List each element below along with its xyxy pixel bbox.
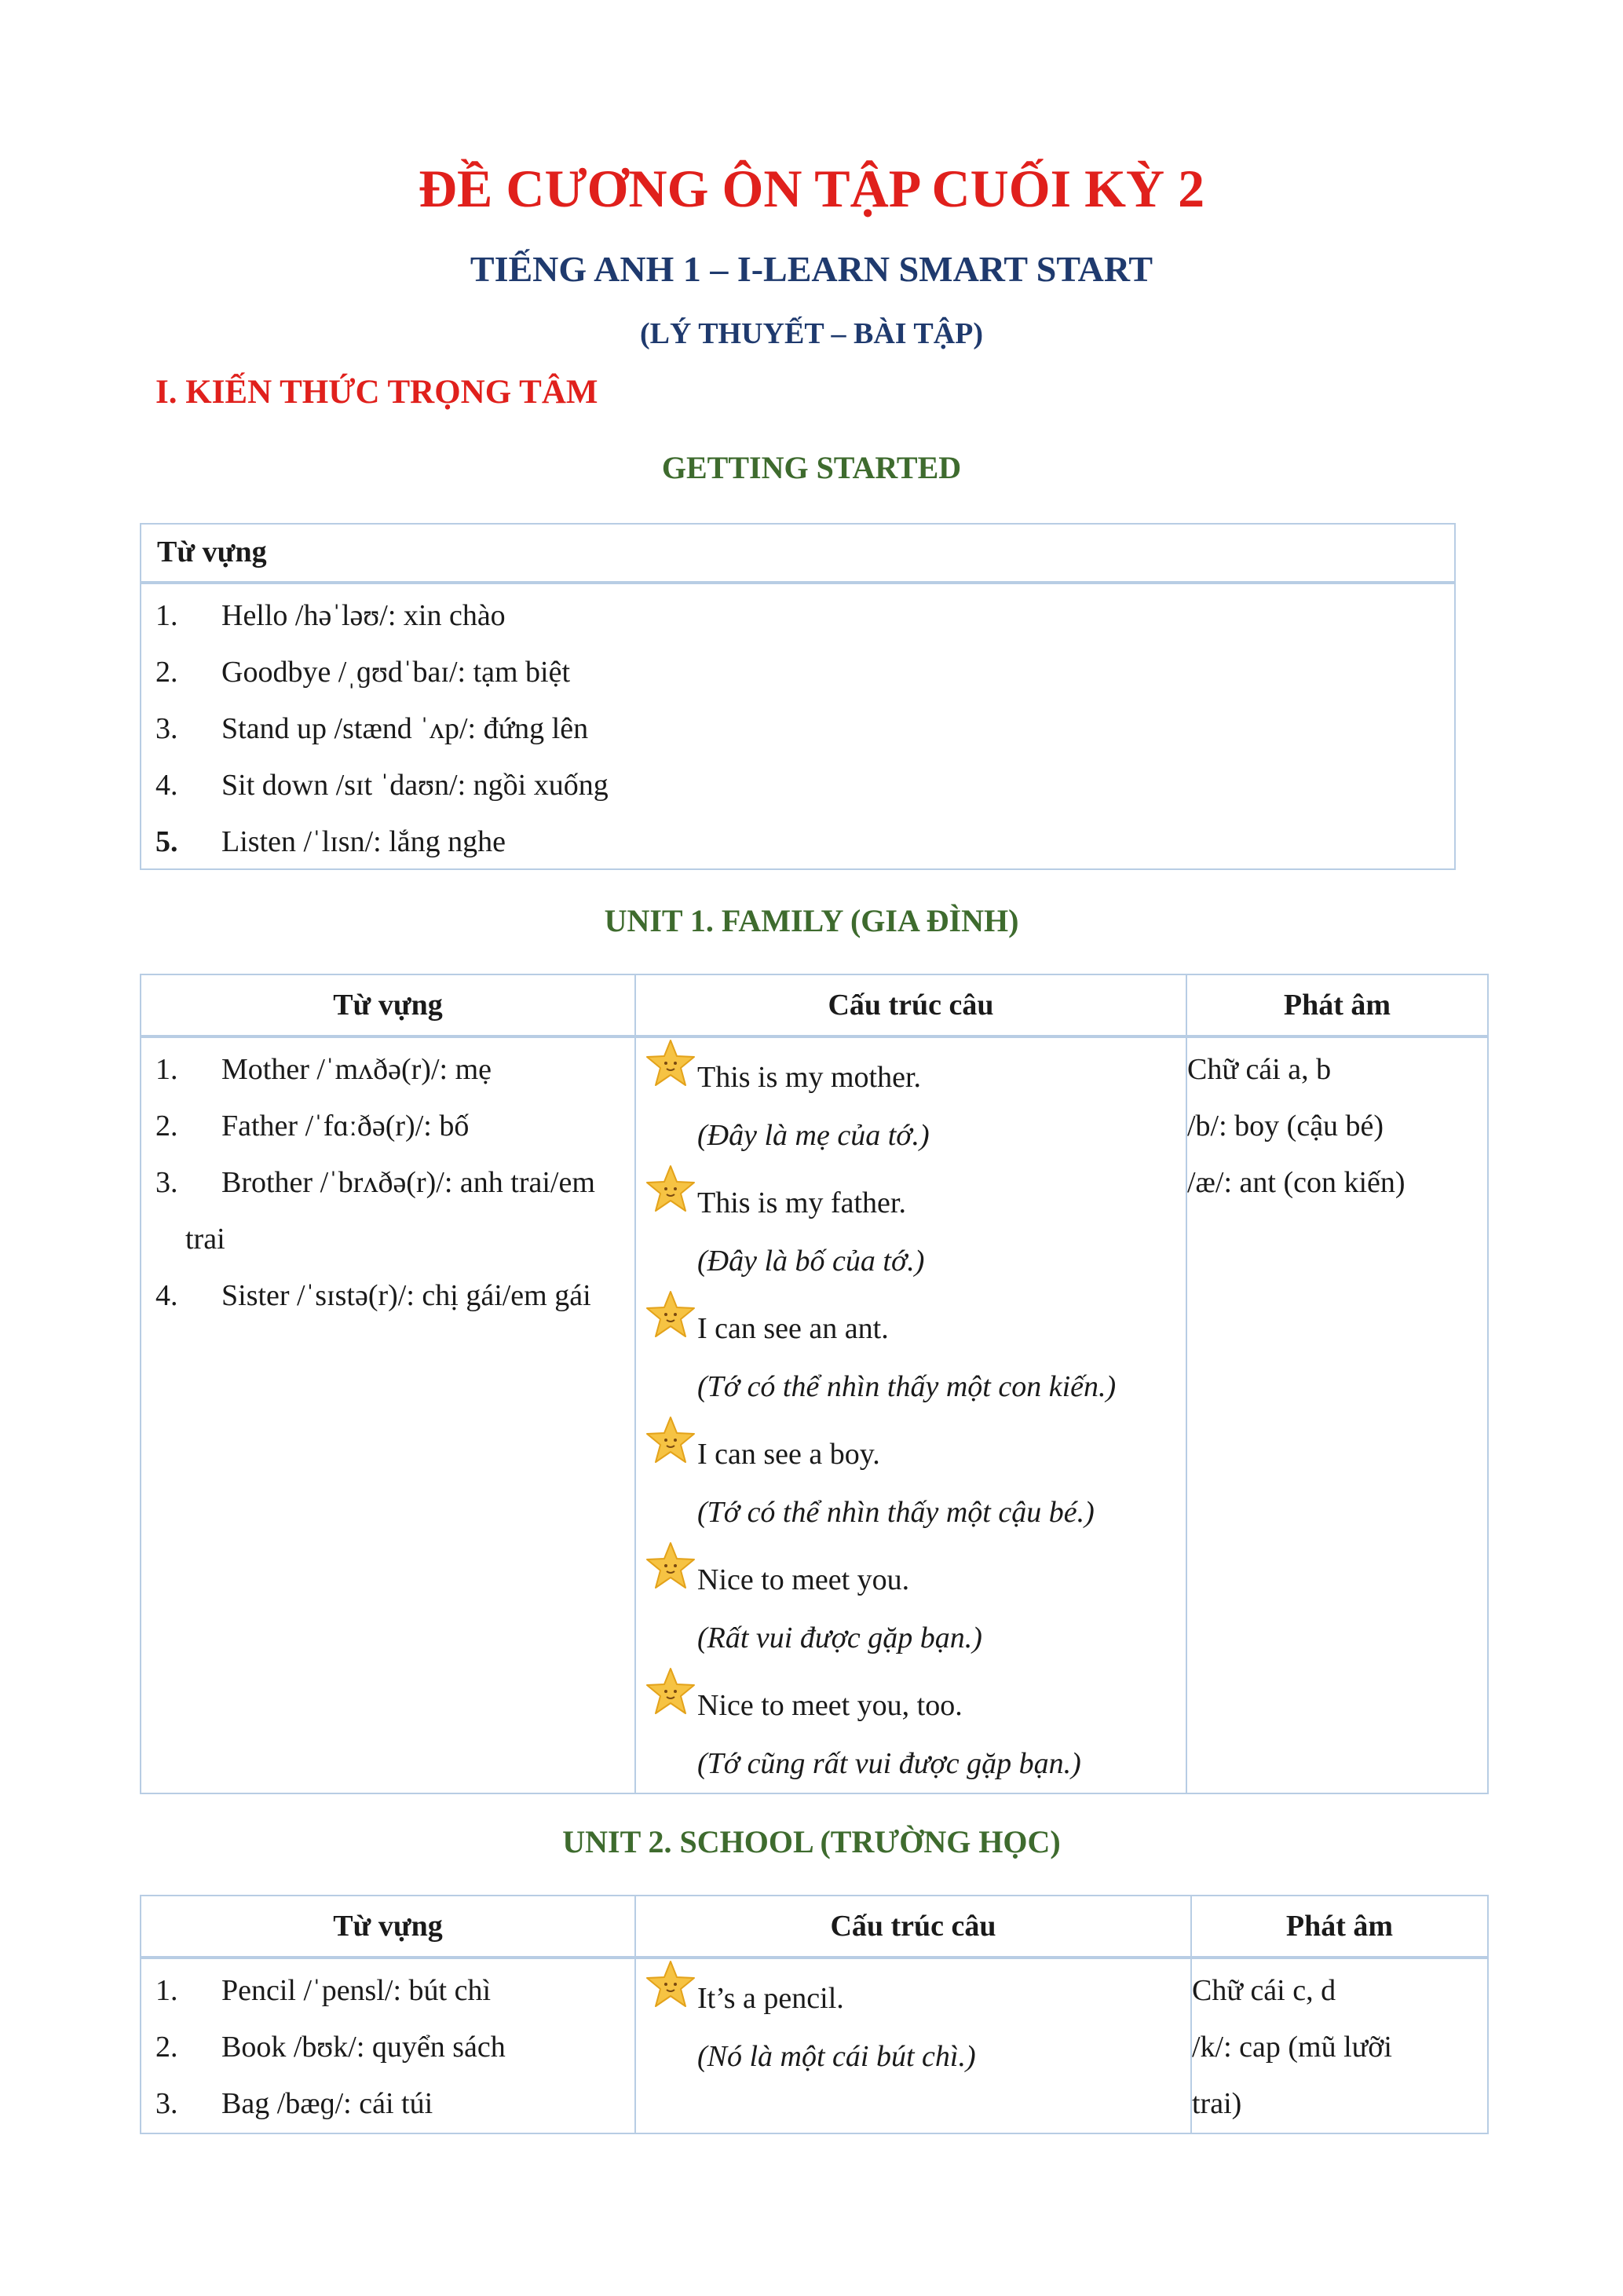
item-text-continued: trai	[185, 1223, 225, 1256]
structure-english: This is my mother.	[697, 1061, 921, 1094]
structure-english: I can see an ant.	[697, 1312, 889, 1345]
item-number: 2.	[155, 656, 178, 689]
unit1-structure-cell	[635, 1036, 1186, 1793]
item-text: Sit down /sɪt ˈdaʊn/: ngồi xuống	[221, 769, 609, 802]
structure-item	[636, 1666, 1186, 1792]
structure-vietnamese: (Rất vui được gặp bạn.)	[697, 1621, 982, 1654]
structure-vietnamese: (Tớ có thể nhìn thấy một cậu bé.)	[697, 1496, 1095, 1529]
item-number: 1.	[155, 1053, 178, 1086]
item-number: 2.	[155, 2031, 178, 2064]
list-item	[141, 2019, 634, 2075]
list-item	[141, 587, 1454, 644]
unit1-table	[140, 974, 1489, 1794]
item-number: 4.	[155, 1279, 178, 1312]
structure-item	[636, 1415, 1186, 1541]
star-icon	[645, 1415, 696, 1465]
structure-vietnamese: (Nó là một cái bút chì.)	[697, 2040, 976, 2073]
unit1-heading: UNIT 1. FAMILY (GIA ĐÌNH)	[604, 903, 1019, 938]
list-item	[141, 1962, 634, 2019]
structure-item	[636, 1289, 1186, 1415]
column-header: Từ vựng	[141, 1896, 635, 1958]
structure-english: It’s a pencil.	[697, 1982, 844, 2015]
getting-started-heading: GETTING STARTED	[661, 450, 962, 485]
list-item	[141, 1041, 634, 1098]
pronunciation-line: trai)	[1192, 2087, 1242, 2120]
unit2-vocab-cell	[141, 1958, 635, 2133]
list-item	[141, 1098, 634, 1154]
getting-started-box	[140, 523, 1456, 870]
item-text: Listen /ˈlɪsn/: lắng nghe	[221, 825, 506, 858]
list-item	[141, 813, 1454, 870]
item-text: Sister /ˈsɪstə(r)/: chị gái/em gái	[221, 1279, 591, 1312]
column-header: Phát âm	[1186, 974, 1488, 1036]
list-item	[141, 757, 1454, 813]
unit2-table	[140, 1895, 1489, 2134]
unit1-pronunciation-cell	[1186, 1036, 1488, 1793]
pronunciation-line: Chữ cái a, b	[1187, 1053, 1332, 1086]
item-number: 3.	[155, 712, 178, 745]
star-icon	[645, 1959, 696, 2009]
unit2-pronunciation-cell	[1191, 1958, 1488, 2133]
unit1-vocab-cell	[141, 1036, 635, 1793]
unit2-content-row	[141, 1958, 1488, 2133]
star-icon	[645, 1038, 696, 1088]
document-subsubtitle: (LÝ THUYẾT – BÀI TẬP)	[639, 317, 984, 350]
structure-item	[636, 1541, 1186, 1666]
star-icon	[645, 1289, 696, 1340]
structure-item	[636, 1038, 1186, 1164]
unit1-header-row	[141, 974, 1488, 1036]
item-number: 2.	[155, 1110, 178, 1143]
list-item	[141, 644, 1454, 700]
structure-vietnamese: (Đây là bố của tớ.)	[697, 1245, 925, 1278]
document-title: ĐỀ CƯƠNG ÔN TẬP CUỐI KỲ 2	[418, 159, 1205, 218]
item-number: 3.	[155, 2087, 178, 2120]
getting-started-header: Từ vựng	[141, 525, 1454, 584]
unit2-heading: UNIT 2. SCHOOL (TRƯỜNG HỌC)	[562, 1824, 1061, 1859]
item-number: 4.	[155, 769, 178, 802]
getting-started-list	[141, 584, 1454, 870]
pronunciation-line: /b/: boy (cậu bé)	[1187, 1110, 1384, 1143]
item-text: Pencil /ˈpensl/: bút chì	[221, 1974, 492, 2007]
structure-english: This is my father.	[697, 1186, 906, 1219]
structure-vietnamese: (Tớ cũng rất vui được gặp bạn.)	[697, 1747, 1081, 1780]
item-text: Father /ˈfɑːðə(r)/: bố	[221, 1110, 470, 1143]
item-number: 1.	[155, 1974, 178, 2007]
unit2-structure-cell	[635, 1958, 1191, 2133]
item-text: Brother /ˈbrʌðə(r)/: anh trai/em	[221, 1166, 595, 1199]
pronunciation-line: /æ/: ant (con kiến)	[1187, 1166, 1406, 1199]
list-item	[141, 1154, 634, 1267]
pronunciation-line: Chữ cái c, d	[1192, 1974, 1336, 2007]
item-text: Hello /həˈləʊ/: xin chào	[221, 599, 506, 632]
structure-english: Nice to meet you, too.	[697, 1689, 963, 1722]
section-heading: I. KIẾN THỨC TRỌNG TÂM	[155, 374, 598, 411]
column-header: Từ vựng	[141, 974, 635, 1036]
unit2-vocab-list	[141, 1959, 634, 2132]
structure-item	[636, 1164, 1186, 1289]
list-item	[141, 1267, 634, 1324]
star-icon	[645, 1541, 696, 1591]
pronunciation-line: /k/: cap (mũ lưỡi	[1192, 2031, 1392, 2064]
structure-english: Nice to meet you.	[697, 1563, 910, 1596]
list-item	[141, 2075, 634, 2132]
structure-vietnamese: (Đây là mẹ của tớ.)	[697, 1119, 930, 1152]
structure-item	[636, 1959, 1190, 2085]
item-text: Book /bʊk/: quyển sách	[221, 2031, 506, 2064]
item-number: 3.	[155, 1166, 178, 1199]
structure-english: I can see a boy.	[697, 1438, 880, 1471]
document-subtitle: TIẾNG ANH 1 – I-LEARN SMART START	[470, 249, 1153, 289]
star-icon	[645, 1666, 696, 1717]
structure-vietnamese: (Tớ có thể nhìn thấy một con kiến.)	[697, 1370, 1117, 1403]
item-text: Stand up /stænd ˈʌp/: đứng lên	[221, 712, 589, 745]
item-text: Goodbye /ˌɡʊdˈbaɪ/: tạm biệt	[221, 656, 571, 689]
list-item	[141, 700, 1454, 757]
star-icon	[645, 1164, 696, 1214]
item-number: 5.	[155, 825, 178, 858]
unit1-vocab-list	[141, 1038, 634, 1324]
unit1-content-row	[141, 1036, 1488, 1793]
item-number: 1.	[155, 599, 178, 632]
item-text: Bag /bæɡ/: cái túi	[221, 2087, 433, 2120]
unit2-header-row	[141, 1896, 1488, 1958]
column-header: Cấu trúc câu	[635, 974, 1186, 1036]
column-header: Cấu trúc câu	[635, 1896, 1191, 1958]
column-header: Phát âm	[1191, 1896, 1488, 1958]
item-text: Mother /ˈmʌðə(r)/: mẹ	[221, 1053, 492, 1086]
